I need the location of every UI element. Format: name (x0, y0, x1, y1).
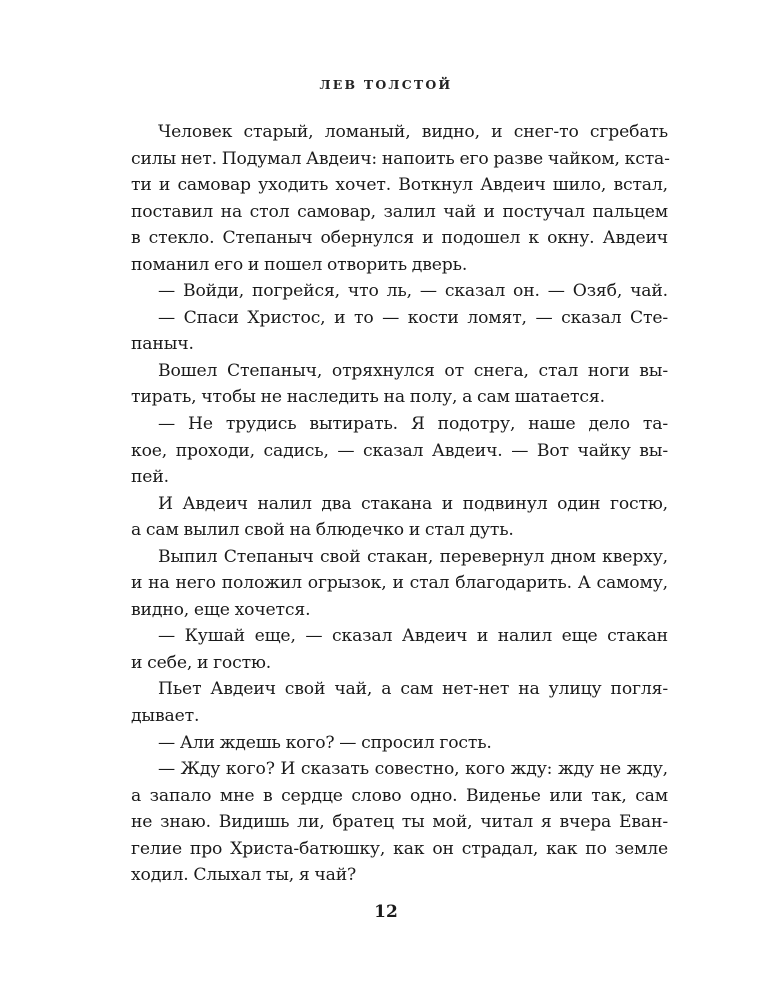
text-line: Пьет Авдеич свой чай, а сам нет-нет на улицу погля- (158, 679, 668, 700)
text-line: силы нет. Подумал Авдеич: напоить его разве чайком, кста- (131, 148, 670, 169)
text-line: и на него положил огрызок, и стал благодарить. А самому, (131, 573, 668, 594)
text-line: кое, проходи, садись, — сказал Авдеич. — Вот чайку вы- (131, 440, 668, 461)
text-line: тирать, чтобы не наследить на полу, а сам шатается. (131, 387, 605, 408)
running-header: ЛЕВ ТОЛСТОЙ (319, 77, 453, 92)
text-line: — Али ждешь кого? — спросил гость. (158, 732, 492, 753)
text-line: не знаю. Видишь ли, братец ты мой, читал я вчера Еван- (131, 812, 668, 833)
text-line: гелие про Христа-батюшку, как он страдал, как по земле (131, 838, 668, 859)
text-line: — Спаси Христос, и то — кости ломят, — сказал Сте- (158, 307, 668, 328)
text-line: И Авдеич налил два стакана и подвинул один гостю, (158, 493, 668, 514)
text-line: Вошел Степаныч, отряхнулся от снега, стал ноги вы- (158, 360, 668, 381)
text-line: видно, еще хочется. (131, 599, 311, 620)
text-line: дывает. (131, 706, 200, 727)
text-line: ходил. Слыхал ты, я чай? (131, 865, 357, 886)
text-line: — Жду кого? И сказать совестно, кого жду: жду не жду, (158, 759, 668, 780)
text-line: Выпил Степаныч свой стакан, перевернул дном кверху, (158, 546, 668, 567)
text-line: ти и самовар уходить хочет. Воткнул Авдеич шило, встал, (131, 175, 668, 196)
text-line: поставил на стол самовар, залил чай и постучал пальцем (131, 201, 668, 222)
page-number: 12 (374, 902, 398, 922)
text-line: пей. (131, 467, 169, 488)
text-line: поманил его и пошел отворить дверь. (131, 254, 468, 275)
text-line: паныч. (131, 334, 194, 355)
text-line: и себе, и гостю. (131, 652, 272, 673)
body-text (131, 119, 668, 889)
text-line: — Войди, погрейся, что ль, — сказал он. — Озяб, чай. (158, 281, 668, 302)
text-line: а запало мне в сердце слово одно. Виденье или так, сам (131, 785, 668, 806)
text-line: Человек старый, ломаный, видно, и снег-то сгребать (158, 122, 668, 142)
text-line: в стекло. Степаныч обернулся и подошел к окну. Авдеич (131, 228, 668, 249)
text-line: — Не трудись вытирать. Я подотру, наше дело та- (158, 414, 668, 435)
text-line: — Кушай еще, — сказал Авдеич и налил еще стакан (158, 626, 668, 647)
text-line: а сам вылил свой на блюдечко и стал дуть. (131, 520, 514, 541)
